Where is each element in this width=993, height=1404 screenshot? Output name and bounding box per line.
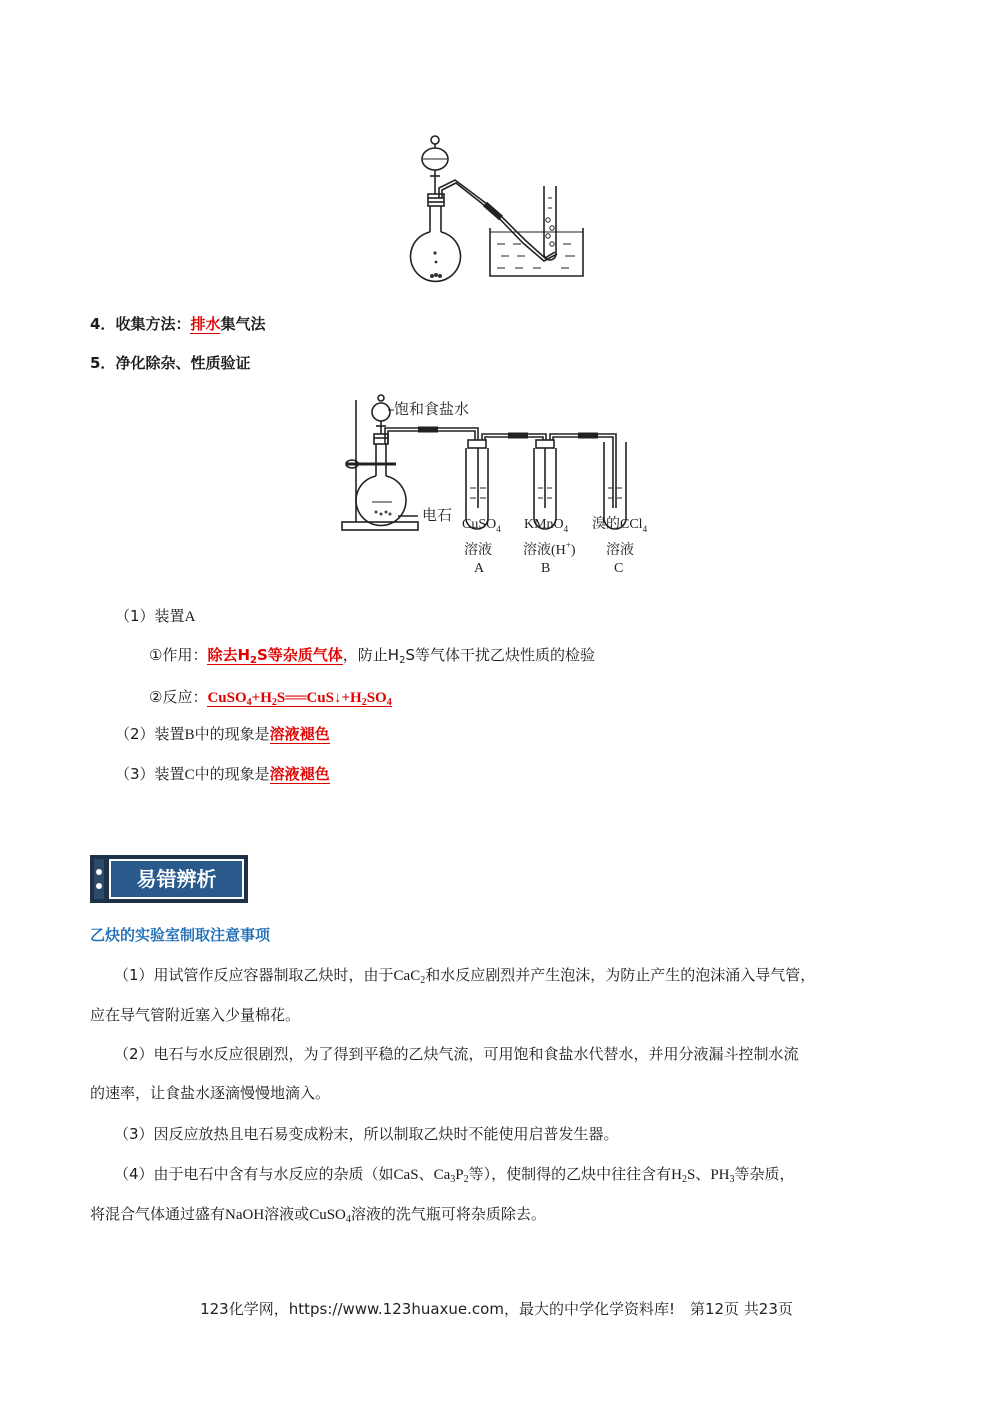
question-3-device: C bbox=[184, 767, 195, 783]
function-label: ①作用： bbox=[149, 646, 208, 664]
question-1-device: A bbox=[184, 609, 196, 625]
reaction-label: ②反应： bbox=[149, 688, 208, 706]
note-4: （4）由于电石中含有与水反应的杂质（如CaS、$Ca_3P_2$等），使制得的乙炔中往往含有$H_2S$、$PH_3$等杂质， 将混合气体通过盛有NaOH溶液或CuSO$_4$溶液的洗气瓶可将杂质除去。 bbox=[90, 1165, 795, 1225]
item-4-number: 4． bbox=[90, 315, 116, 333]
question-1-function bbox=[149, 644, 595, 666]
question-2-label: 装置 bbox=[154, 725, 185, 743]
purification-apparatus-diagram bbox=[338, 390, 668, 580]
function-answer: 除去$H_2S$等杂质气体 bbox=[207, 646, 343, 666]
error-analysis-banner bbox=[90, 855, 248, 903]
question-2-label-post: 中的现象是 bbox=[194, 725, 270, 743]
reaction-equation: $CuSO_4+H_2S══CuS↓+H_2SO_4$ bbox=[207, 690, 392, 708]
item-4-collection-method bbox=[90, 313, 265, 335]
question-2-answer: 溶液褪色 bbox=[269, 725, 330, 743]
banner-text: 易错辨析 bbox=[136, 867, 217, 891]
item-4-answer: 排水 bbox=[190, 315, 221, 333]
item-5-number: 5． bbox=[90, 354, 116, 372]
question-3 bbox=[115, 763, 330, 786]
note-1: （1）用试管作反应容器制取乙炔时，由于CaC$_2$和水反应剧烈并产生泡沫，为防止产生的泡沫涌入导气管， 应在导气管附近塞入少量棉花。 bbox=[90, 966, 816, 1024]
question-2-number: （2） bbox=[115, 725, 155, 743]
tube-c-letter: C bbox=[614, 561, 624, 576]
item-4-suffix: 集气法 bbox=[220, 315, 266, 333]
tube-b-letter: B bbox=[541, 561, 551, 576]
tube-a-letter: A bbox=[474, 561, 485, 576]
question-3-label-post: 中的现象是 bbox=[194, 765, 270, 783]
question-3-number: （3） bbox=[115, 765, 155, 783]
question-3-label: 装置 bbox=[154, 765, 185, 783]
tube-b-reagent: KMnO$_4$ bbox=[524, 517, 569, 534]
item-5-label: 净化除杂、性质验证 bbox=[115, 354, 251, 372]
question-1 bbox=[115, 605, 195, 628]
saline-label: 饱和食盐水 bbox=[394, 402, 470, 418]
tube-c-solution: 溶液 bbox=[606, 543, 634, 558]
note-3: （3）因反应放热且电石易变成粉末，所以制取乙炔时不能使用启普发生器。 bbox=[114, 1125, 619, 1143]
tube-b-solution: 溶液(H+) bbox=[523, 540, 576, 558]
function-rest: ，防止$H_2S$等气体干扰乙炔性质的检验 bbox=[342, 646, 595, 666]
item-4-label: 收集方法： bbox=[115, 315, 191, 333]
item-5-heading bbox=[90, 352, 250, 374]
notes-title: 乙炔的实验室制取注意事项 bbox=[90, 926, 271, 944]
question-3-answer: 溶液褪色 bbox=[269, 765, 330, 783]
question-1-reaction bbox=[149, 686, 392, 709]
question-1-number: （1） bbox=[115, 607, 155, 625]
question-1-label: 装置 bbox=[154, 607, 185, 625]
question-2-device: B bbox=[184, 727, 195, 743]
note-2: （2）电石与水反应很剧烈，为了得到平稳的乙炔气流，可用饱和食盐水代替水，并用分液漏斗控制水流 的速率，让食盐水逐滴慢慢地滴入。 bbox=[90, 1045, 799, 1102]
carbide-label: 电石 bbox=[422, 508, 453, 524]
tube-c-reagent: 溴的CCl$_4$ bbox=[592, 517, 648, 534]
acetylene-generator-diagram bbox=[405, 128, 595, 288]
page-footer: 123化学网，https://www.123huaxue.com，最大的中学化学资料库! 第12页 共23页 bbox=[200, 1300, 793, 1318]
question-2 bbox=[115, 723, 330, 746]
tube-a-reagent: CuSO$_4$ bbox=[462, 517, 501, 534]
tube-a-solution: 溶液 bbox=[464, 543, 492, 558]
